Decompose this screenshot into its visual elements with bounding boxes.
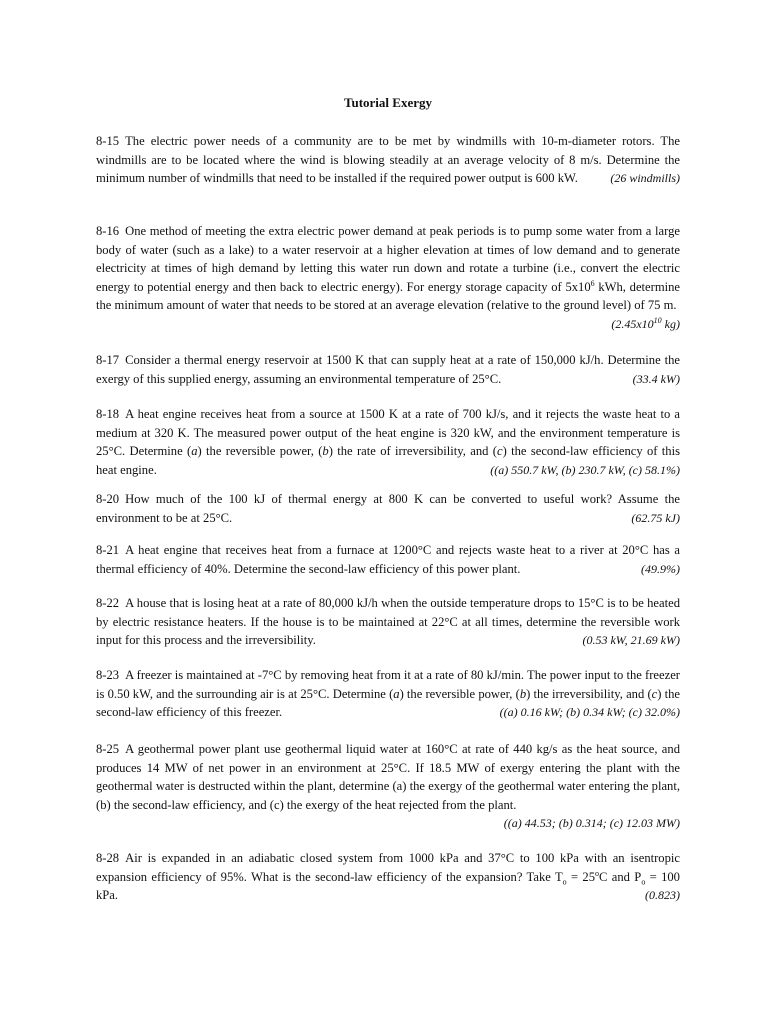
problem-8-23: 8-23 A freezer is maintained at -7°C by removing heat from it at a rate of 80 kJ/min. The power input to the freezer is 0.50 kW, and the surrounding air is at 25°C. Determine (a) the reversible power, (b) the irreversibility, and (c) the second-law efficiency of this freezer. ((a) 0.16 kW; (b) 0.34 kW; (c) 32.0%): [96, 666, 680, 722]
problem-answer: ((a) 550.7 kW, (b) 230.7 kW, (c) 58.1%): [490, 462, 680, 477]
problem-number: 8-23: [96, 668, 120, 682]
problem-answer: (0.823): [645, 888, 680, 903]
problem-answer: (49.9%): [641, 561, 680, 576]
problem-text: One method of meeting the extra electric power demand at peak periods is to pump some water from a large body of water (such as a lake) to a water reservoir at a higher elevation at times of low demand and to generate electricity at times of high demand by letting this water run down and rotate a turbine (i.e., convert the electric energy to potential energy and then back to electric energy). For energy storage capacity of 5x10: [96, 224, 680, 294]
problem-8-21: [96, 541, 680, 578]
problem-8-28: 8-28 Air is expanded in an adiabatic closed system from 1000 kPa and 37°C to 100 kPa with an isentropic expansion efficiency of 95%. What is the second-law efficiency of the expansion? Take $T_o = 25^oC$ and $P_o = 100$ kPa. (0.823): [96, 849, 680, 905]
problem-8-17: [96, 351, 680, 388]
exponent: 6: [590, 278, 595, 288]
problem-8-25: [96, 740, 680, 833]
problem-8-18: 8-18 A heat engine receives heat from a source at 1500 K at a rate of 700 kJ/s, and it rejects the waste heat to a medium at 320 K. The measured power output of the heat engine is 320 kW, and the environment temperature is 25°C. Determine (a) the reversible power, (b) the rate of irreversibility, and (c) the second-law efficiency of this heat engine. ((a) 550.7 kW, (b) 230.7 kW, (c) 58.1%): [96, 405, 680, 479]
problem-text: Consider a thermal energy reservoir at 1500 K that can supply heat at a rate of 150,000 kJ/h. Determine the exergy of this supplied energy, assuming an environmental temperature of 25°C.: [96, 353, 680, 386]
problem-number: 8-16: [96, 224, 120, 238]
page-title: Tutorial Exergy: [344, 95, 432, 110]
problem-answer: (26 windmills): [610, 171, 680, 186]
problem-answer: ((a) 44.53; (b) 0.314; (c) 12.03 MW): [503, 816, 680, 831]
problem-answer: ($2.45x10^{10}$ kg): [611, 315, 680, 331]
problem-number: 8-20: [96, 492, 120, 506]
problem-8-20: [96, 490, 680, 527]
problem-number: 8-21: [96, 543, 120, 557]
problem-number: 8-17: [96, 353, 120, 367]
problem-text: A geothermal power plant use geothermal liquid water at 160°C at rate of 440 kg/s as the heat source, and produces 14 MW of net power in an environment at 25°C. If 18.5 MW of exergy entering the plant with the geothermal water is destructed within the plant, determine (a) the exergy of the geothermal water entering the plant, (b) the second-law efficiency, and (c) the exergy of the heat rejected from the plant.: [96, 742, 680, 812]
problem-number: 8-18: [96, 407, 120, 421]
problem-number: 8-22: [96, 596, 120, 610]
problem-8-15: [96, 132, 680, 188]
problem-text-cont: kWh, determine the minimum amount of water that needs to be stored at an average elevation (relative to the ground level) of 75 m.: [96, 279, 680, 313]
problem-text: How much of the 100 kJ of thermal energy at 800 K can be converted to useful work? Assume the environment to be at 25°C.: [96, 492, 680, 525]
problem-number: 8-25: [96, 742, 120, 756]
problem-8-22: [96, 594, 680, 650]
problem-text: The electric power needs of a community are to be met by windmills with 10-m-diameter rotors. The windmills are to be located where the wind is blowing steadily at an average velocity of 8 m/s. Determine the minimum number of windmills that need to be installed if the required power output is 600 kW.: [96, 134, 680, 186]
problem-answer: (62.75 kJ): [631, 510, 680, 525]
problem-number: 8-15: [96, 134, 120, 148]
problem-8-16: [96, 222, 680, 334]
problem-text: A house that is losing heat at a rate of 80,000 kJ/h when the outside temperature drops to 15°C is to be heated by electric resistance heaters. If the house is to be maintained at 22°C at all times, determine the reversible work input for this process and the irreversibility.: [96, 596, 680, 648]
problem-answer: ((a) 0.16 kW; (b) 0.34 kW; (c) 32.0%): [499, 705, 680, 720]
problem-number: 8-28: [96, 851, 120, 865]
problem-answer: (33.4 kW): [632, 371, 680, 386]
problem-answer: (0.53 kW, 21.69 kW): [582, 633, 680, 648]
problem-text: A heat engine that receives heat from a furnace at 1200°C and rejects waste heat to a river at 20°C has a thermal efficiency of 40%. Determine the second-law efficiency of this power plant.: [96, 543, 680, 576]
